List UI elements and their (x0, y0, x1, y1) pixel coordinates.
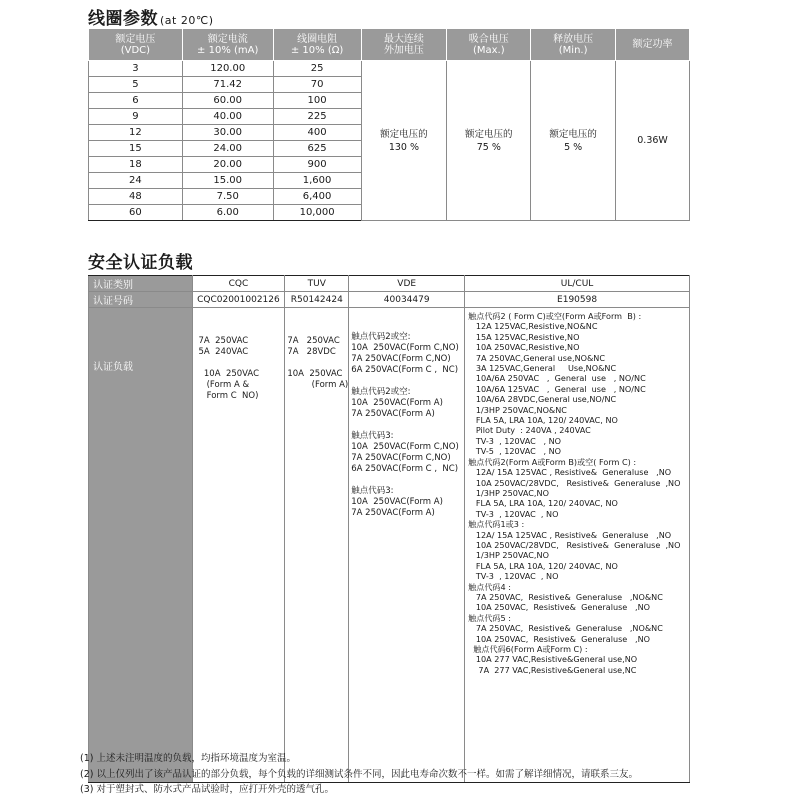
coil-title-text: 线圈参数 (88, 9, 158, 29)
cert-category-row (89, 276, 690, 292)
category-cqc: CQC (192, 276, 285, 292)
cert-load-row (89, 308, 690, 783)
cell-current: 40.00 (182, 109, 273, 125)
cell-resistance: 100 (273, 93, 361, 109)
cell-resistance: 6,400 (273, 189, 361, 205)
cell-current: 120.00 (182, 61, 273, 77)
load-tuv: 7A 250VAC 7A 28VDC 10A 250VAC (Form A) (285, 308, 349, 783)
header-coil-resistance: 线圈电阻 ± 10% (Ω) (273, 29, 361, 61)
cell-current: 15.00 (182, 173, 273, 189)
cell-current: 24.00 (182, 141, 273, 157)
cell-current: 20.00 (182, 157, 273, 173)
cell-voltage: 24 (89, 173, 183, 189)
number-label: 认证号码 (89, 292, 193, 308)
cell-resistance: 10,000 (273, 205, 361, 221)
cell-resistance: 70 (273, 77, 361, 93)
header-rated-current: 额定电流 ± 10% (mA) (182, 29, 273, 61)
number-cqc: CQC02001002126 (192, 292, 285, 308)
coil-parameter-table (88, 28, 690, 221)
category-vde: VDE (349, 276, 465, 292)
cell-current: 71.42 (182, 77, 273, 93)
cert-section-title: 安全认证负载 (88, 253, 193, 273)
cell-resistance: 1,600 (273, 173, 361, 189)
cell-voltage: 6 (89, 93, 183, 109)
cell-resistance: 25 (273, 61, 361, 77)
header-pickup-voltage: 吸合电压 (Max.) (447, 29, 531, 61)
cell-voltage: 5 (89, 77, 183, 93)
category-label: 认证类别 (89, 276, 193, 292)
category-tuv: TUV (285, 276, 349, 292)
cell-current: 60.00 (182, 93, 273, 109)
cell-voltage: 3 (89, 61, 183, 77)
cell-current: 6.00 (182, 205, 273, 221)
number-vde: 40034479 (349, 292, 465, 308)
number-tuv: R50142424 (285, 292, 349, 308)
coil-section-title (88, 4, 213, 29)
cell-voltage: 18 (89, 157, 183, 173)
load-ul: 触点代码2 ( Form C)或空(Form A或Form B) : 12A 125VAC,Resistive,NO&NC 15A 125VAC,Resistive,NO 10A 250VAC,Resistive,NO 7A 250VAC,General use,NO&NC 3A 125VAC,General Use,NO&NC 10A/6A 250VAC , General use , NO/NC 10A/6A 125VAC , General use , NO/NC 10A/6A 28VDC,General use,NO/NC 1/3HP 250VAC,NO&NC FLA 5A, LRA 10A, 120/ 240VAC, NO Pilot Duty : 240VA , 240VAC TV-3 , 120VAC , NO TV-5 , 120VAC , NO 触点代码2(Form A或Form B)或空( Form C) : 12A/ 15A 125VAC , Resistive& Generaluse ,NO 10A 250VAC/28VDC, Resistive& Generaluse ,NO 1/3HP 250VAC,NO FLA 5A, LRA 10A, 120/ 240VAC, NO TV-3 , 120VAC , NO 触点代码1或3 : 12A/ 15A 125VAC , Resistive& Generaluse ,NO 10A 250VAC/28VDC, Resistive& Generaluse ,NO 1/3HP 250VAC,NO FLA 5A, LRA 10A, 120/ 240VAC, NO TV-3 , 120VAC , NO 触点代码4 : 7A 250VAC, Resistive& Generaluse ,NO&NC 10A 250VAC, Resistive& Generaluse ,NO 触点代码5 : 7A 250VAC, Resistive& Generaluse ,NO&NC 10A 250VAC, Resistive& Generaluse ,NO 触点代码6(Form A或Form C) : 10A 277 VAC,Resistive&General use,NO 7A 277 VAC,Resistive&General use,NC (465, 308, 690, 783)
cell-voltage: 48 (89, 189, 183, 205)
footnotes (80, 751, 638, 798)
cert-number-row (89, 292, 690, 308)
cell-voltage: 9 (89, 109, 183, 125)
cell-resistance: 900 (273, 157, 361, 173)
header-rated-voltage: 额定电压 (VDC) (89, 29, 183, 61)
load-cqc: 7A 250VAC 5A 240VAC 10A 250VAC (Form A & Form C NO) (192, 308, 285, 783)
cell-voltage: 12 (89, 125, 183, 141)
footnote-2: (2) 以上仅列出了该产品认证的部分负载，每个负载的详细测试条件不同，因此电寿命次数不一样。如需了解详细情况，请联系三友。 (80, 768, 638, 780)
cell-voltage: 60 (89, 205, 183, 221)
cell-max-voltage-value: 额定电压的 130 % (361, 61, 447, 221)
certification-table (88, 275, 690, 783)
cell-resistance: 400 (273, 125, 361, 141)
cell-current: 7.50 (182, 189, 273, 205)
cell-resistance: 625 (273, 141, 361, 157)
header-release-voltage: 释放电压 (Min.) (531, 29, 616, 61)
cell-current: 30.00 (182, 125, 273, 141)
coil-subtitle: (at 20℃) (160, 14, 214, 27)
coil-header-row (89, 29, 690, 61)
header-rated-power: 额定功率 (616, 29, 690, 61)
category-ul: UL/CUL (465, 276, 690, 292)
cell-voltage: 15 (89, 141, 183, 157)
load-vde: 触点代码2或空: 10A 250VAC(Form C,NO) 7A 250VAC(Form C,NO) 6A 250VAC(Form C , NC) 触点代码2或空: 10A 250VAC(Form A) 7A 250VAC(Form A) 触点代码3: 10A 250VAC(Form C,NO) 7A 250VAC(Form C,NO) 6A 250VAC(Form C , NC) 触点代码3: 10A 250VAC(Form A) 7A 250VAC(Form A) (349, 308, 465, 783)
cell-pickup-value: 额定电压的 75 % (447, 61, 531, 221)
footnote-1: (1) 上述未注明温度的负载，均指环境温度为室温。 (80, 753, 296, 764)
table-row (89, 61, 690, 77)
cell-power-value: 0.36W (616, 61, 690, 221)
cell-release-value: 额定电压的 5 % (531, 61, 616, 221)
cell-resistance: 225 (273, 109, 361, 125)
header-max-voltage: 最大连续 外加电压 (361, 29, 447, 61)
number-ul: E190598 (465, 292, 690, 308)
load-label: 认证负载 (89, 308, 193, 783)
footnote-3: (3) 对于塑封式、防水式产品试验时，应打开外壳的透气孔。 (80, 784, 334, 795)
